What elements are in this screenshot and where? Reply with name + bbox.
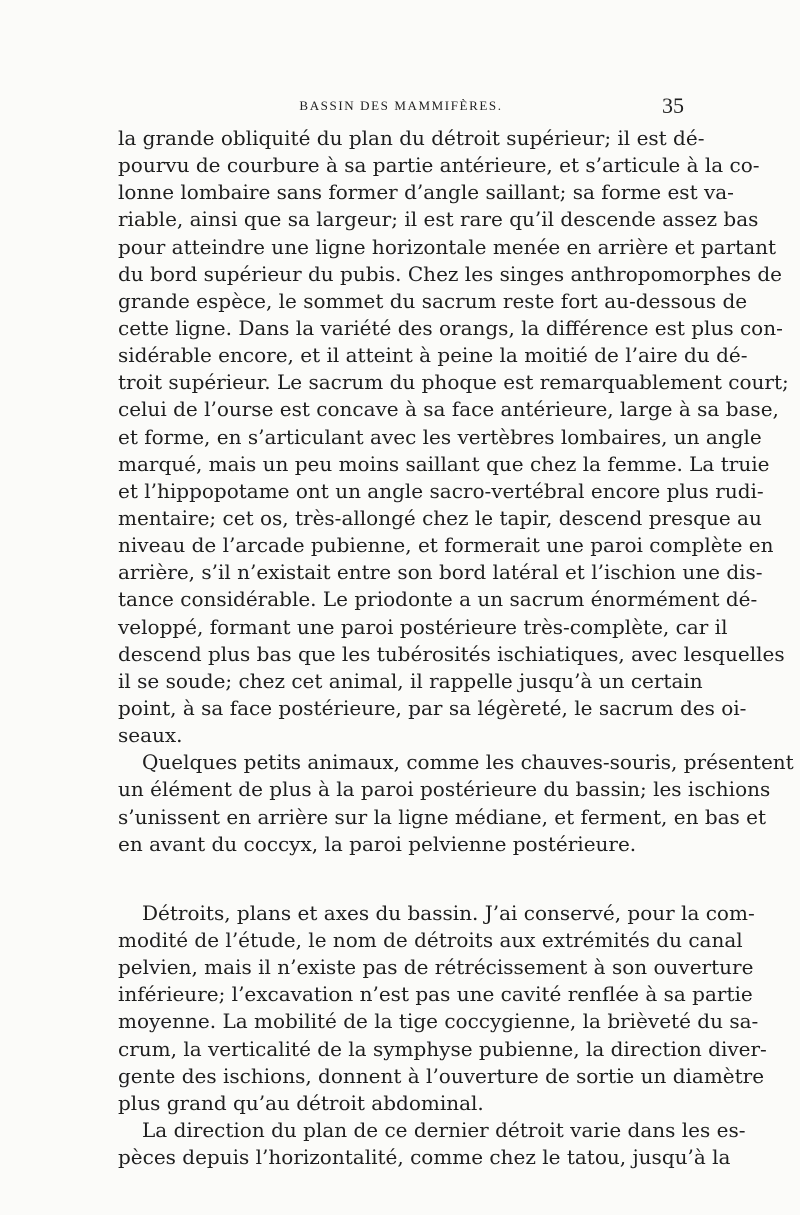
text-line: la grande obliquité du plan du détroit supérieur; il est dé-: [118, 126, 705, 150]
running-head: [118, 93, 684, 118]
paragraph-3: [118, 900, 767, 1117]
text-line: niveau de l’arcade pubienne, et formerait une paroi complète en: [118, 533, 774, 558]
text-line: Quelques petits animaux, comme les chauves-souris, présentent: [142, 750, 794, 775]
text-line: pèces depuis l’horizontalité, comme chez le tatou, jusqu’à la: [118, 1145, 731, 1170]
text-line: troit supérieur. Le sacrum du phoque est remarquablement court;: [118, 370, 789, 395]
text-line: descend plus bas que les tubérosités ischiatiques, avec lesquelles: [118, 641, 785, 666]
text-line: Détroits, plans et axes du bassin. J’ai conservé, pour la com-: [142, 900, 755, 925]
text-line: La direction du plan de ce dernier détroit varie dans les es-: [142, 1117, 746, 1142]
running-title: BASSIN DES MAMMIFÈRES.: [299, 98, 503, 113]
text-line: mentaire; cet os, très-allongé chez le tapir, descend presque au: [118, 505, 762, 530]
text-line: il se soude; chez cet animal, il rappelle jusqu’à un certain: [118, 668, 703, 693]
paragraph-2: [118, 749, 794, 858]
text-line: sidérable encore, et il atteint à peine la moitié de l’aire du dé-: [118, 343, 748, 368]
text-line: moyenne. La mobilité de la tige coccygienne, la brièveté du sa-: [118, 1009, 759, 1034]
text-line: point, à sa face postérieure, par sa légèreté, le sacrum des oi-: [118, 695, 747, 720]
section-gap: [118, 858, 684, 900]
text-line: en avant du coccyx, la paroi pelvienne postérieure.: [118, 831, 637, 856]
text-line: celui de l’ourse est concave à sa face antérieure, large à sa base,: [118, 397, 779, 422]
text-line: du bord supérieur du pubis. Chez les singes anthropomorphes de: [118, 261, 782, 286]
text-line: plus grand qu’au détroit abdominal.: [118, 1090, 484, 1115]
text-line: s’unissent en arrière sur la ligne médiane, et ferment, en bas et: [118, 804, 767, 829]
text-line: pour atteindre une ligne horizontale menée en arrière et partant: [118, 234, 777, 259]
body-text: [118, 125, 794, 1171]
text-line: modité de l’étude, le nom de détroits aux extrémités du canal: [118, 927, 743, 952]
text-line: un élément de plus à la paroi postérieure du bassin; les ischions: [118, 777, 771, 802]
text-line: arrière, s’il n’existait entre son bord latéral et l’ischion une dis-: [118, 560, 763, 585]
text-line: tance considérable. Le priodonte a un sacrum énormément dé-: [118, 587, 758, 612]
text-line: grande espèce, le sommet du sacrum reste fort au-dessous de: [118, 288, 748, 313]
text-line: cette ligne. Dans la variété des orangs, la différence est plus con-: [118, 315, 783, 340]
paragraph-1: [118, 125, 789, 749]
text-line: lonne lombaire sans former d’angle saillant; sa forme est va-: [118, 180, 734, 205]
page-number: 35: [662, 93, 684, 118]
text-line: riable, ainsi que sa largeur; il est rare qu’il descende assez bas: [118, 207, 759, 232]
text-line: seaux.: [118, 723, 183, 748]
text-line: veloppé, formant une paroi postérieure très-complète, car il: [118, 614, 728, 639]
text-line: marqué, mais un peu moins saillant que chez la femme. La truie: [118, 451, 770, 476]
text-line: pourvu de courbure à sa partie antérieure, et s’articule à la co-: [118, 153, 760, 178]
text-line: inférieure; l’excavation n’est pas une cavité renflée à sa partie: [118, 982, 753, 1007]
text-line: et forme, en s’articulant avec les vertèbres lombaires, un angle: [118, 424, 762, 449]
text-line: et l’hippopotame ont un angle sacro-vertébral encore plus rudi-: [118, 478, 764, 503]
paragraph-4: [118, 1117, 746, 1171]
text-line: pelvien, mais il n’existe pas de rétrécissement à son ouverture: [118, 955, 754, 980]
text-line: gente des ischions, donnent à l’ouverture de sortie un diamètre: [118, 1063, 765, 1088]
text-line: crum, la verticalité de la symphyse pubienne, la direction diver-: [118, 1036, 767, 1061]
